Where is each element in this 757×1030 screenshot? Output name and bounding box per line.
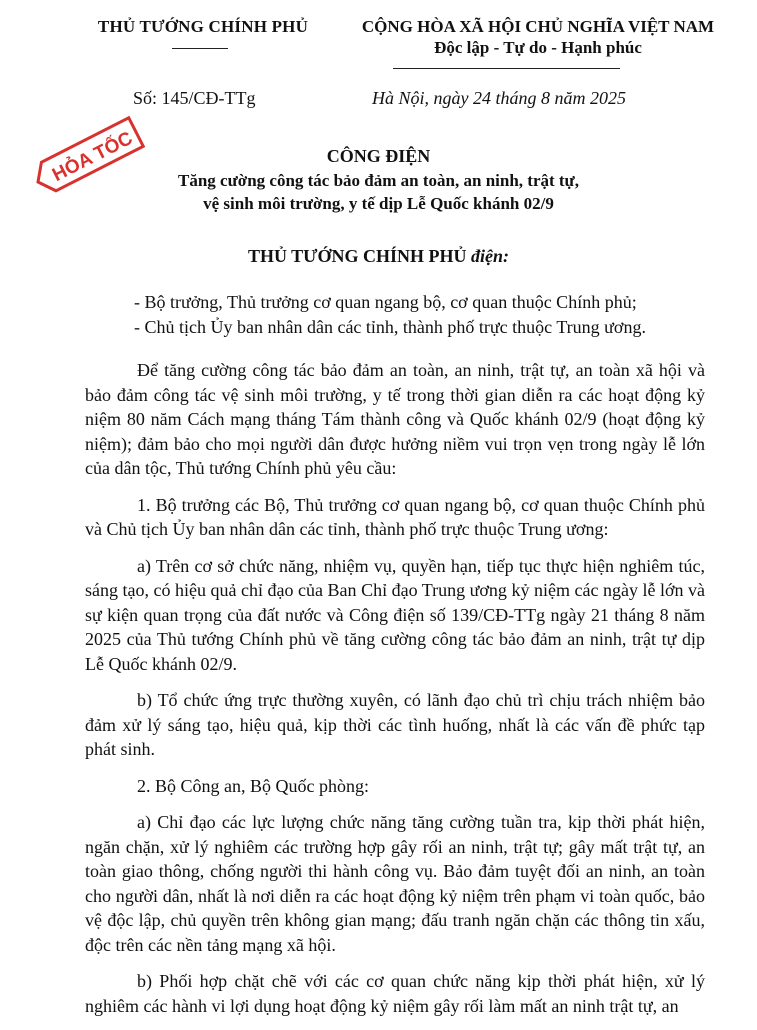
authority-underline (172, 48, 228, 49)
document-number: Số: 145/CĐ-TTg (133, 88, 256, 108)
sender-name: THỦ TƯỚNG CHÍNH PHỦ (247, 246, 471, 266)
paragraph-1a: a) Trên cơ sở chức năng, nhiệm vụ, quyền hạn, tiếp tục thực hiện nghiêm túc, sáng tạo, có hiệu quả chỉ đạo của Ban Chỉ đạo Trung ương kỷ niệm các ngày lễ lớn và sự kiện quan trọng của đất nước và Công điện số 139/CĐ-TTg ngày 21 tháng 8 năm 2025 của Thủ tướng Chính phủ về tăng cường công tác bảo đảm an ninh, trật tự dịp Lễ Quốc khánh 02/9. (85, 555, 705, 674)
paragraph-section-2: 2. Bộ Công an, Bộ Quốc phòng: (137, 775, 369, 796)
issuing-authority: THỦ TƯỚNG CHÍNH PHỦ (97, 17, 309, 36)
subject-line-1: Tăng cường công tác bảo đảm an toàn, an ninh, trật tự, (177, 171, 580, 190)
motto-underline (393, 68, 620, 69)
svg-text:HỎA TỐC: HỎA TỐC (49, 127, 137, 187)
paragraph-1b: b) Tổ chức ứng trực thường xuyên, có lãnh đạo chủ trì chịu trách nhiệm bảo đảm xử lý sáng tạo, hiệu quả, kịp thời các tình huống, nhất là các vấn đề phức tạp phát sinh. (85, 690, 705, 759)
sender-verb: điện: (471, 246, 509, 266)
national-header (328, 17, 748, 58)
paragraph-intro: Để tăng cường công tác bảo đảm an toàn, an ninh, trật tự, an toàn xã hội và bảo đảm công tác vệ sinh môi trường, y tế trong thời gian diễn ra các hoạt động kỷ niệm 80 năm Cách mạng tháng Tám thành công và Quốc khánh 02/9 (hoạt động kỷ niệm); đảm bảo cho mọi người dân được hưởng niềm vui trọn vẹn trong ngày lễ lớn của dân tộc, Thủ tướng Chính phủ yêu cầu: (85, 360, 705, 478)
national-motto: Độc lập - Tự do - Hạnh phúc (434, 38, 642, 57)
paragraph-section-1: 1. Bộ trưởng các Bộ, Thủ trưởng cơ quan ngang bộ, cơ quan thuộc Chính phủ và Chủ tịch Ủy ban nhân dân các tỉnh, thành phố trực thuộc Trung ương: (85, 494, 705, 539)
recipient-1: - Bộ trưởng, Thủ trưởng cơ quan ngang bộ, cơ quan thuộc Chính phủ; (134, 292, 637, 312)
paragraph-2b: b) Phối hợp chặt chẽ với các cơ quan chức năng kịp thời phát hiện, xử lý nghiêm các hành vi lợi dụng hoạt động kỷ niệm gây rối làm mất an ninh trật tự, an (85, 971, 705, 1016)
paragraph-2a: a) Chỉ đạo các lực lượng chức năng tăng cường tuần tra, kịp thời phát hiện, ngăn chặn, xử lý nghiêm các trường hợp gây rối an ninh, trật tự; gây mất trật tự, an toàn giao thông, chống người thi hành công vụ. Bảo đảm tuyệt đối an ninh, an toàn cho người dân, nhất là nơi diễn ra các hoạt động kỷ niệm trên phạm vi toàn quốc, bảo vệ độc lập, chủ quyền trên không gian mạng; đấu tranh ngăn chặn các thông tin xấu, độc trên các nền tảng mạng xã hội. (85, 812, 705, 955)
recipient-2: - Chủ tịch Ủy ban nhân dân các tỉnh, thành phố trực thuộc Trung ương. (134, 317, 646, 337)
document-type: CÔNG ĐIỆN (326, 146, 431, 166)
republic-name: CỘNG HÒA XÃ HỘI CHỦ NGHĨA VIỆT NAM (361, 17, 715, 36)
subject-line-2: vệ sinh môi trường, y tế dịp Lễ Quốc khánh 02/9 (203, 194, 554, 213)
sender-line (0, 246, 757, 267)
document-date: Hà Nội, ngày 24 tháng 8 năm 2025 (372, 88, 626, 108)
document-body (85, 358, 705, 1030)
